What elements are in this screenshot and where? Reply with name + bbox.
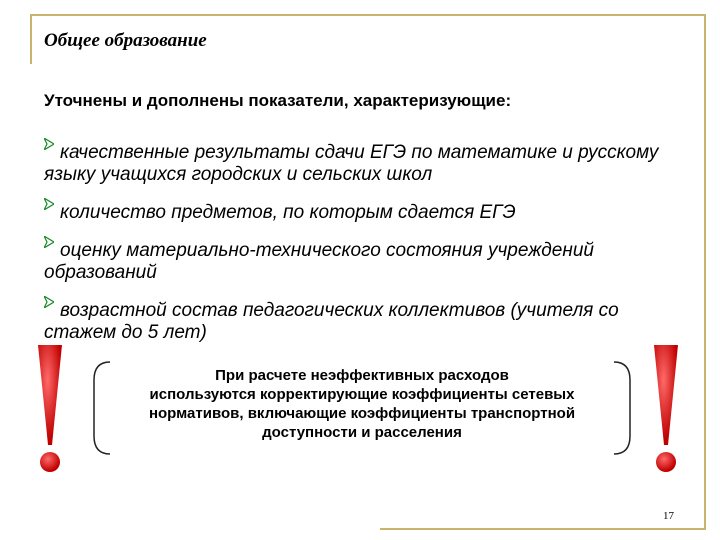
bullet-item (44, 300, 694, 344)
bullet-text: оценку материально-технического состояния учреждений образований (44, 240, 594, 283)
bullet-item (44, 202, 694, 224)
callout-line: используются корректирующие коэффициенты сетевых (149, 386, 575, 403)
bullet-text: качественные результаты сдачи ЕГЭ по математике и русскому языку учащихся городских и сельских школ (44, 142, 659, 185)
bullet-text: количество предметов, по которым сдается ЕГЭ (60, 202, 516, 223)
callout-box (88, 360, 636, 456)
arrow-bullet-icon (44, 306, 54, 316)
page-number: 17 (663, 510, 674, 522)
callout-line: нормативов, включающие коэффициенты транспортной (148, 405, 576, 422)
bullet-list (44, 142, 694, 360)
bullet-item (44, 240, 694, 284)
callout-line: При расчете неэффективных расходов (215, 367, 509, 384)
exclamation-icon (34, 345, 66, 480)
callout-line: доступности и расселения (262, 424, 462, 441)
callout-text (88, 366, 636, 442)
page-title: Общее образование (44, 30, 207, 51)
subtitle: Уточнены и дополнены показатели, характеризующие: (44, 91, 512, 110)
frame-right-border (704, 14, 706, 530)
arrow-bullet-icon (44, 148, 54, 158)
arrow-bullet-icon (44, 246, 54, 256)
exclamation-icon (650, 345, 682, 480)
bullet-item (44, 142, 694, 186)
frame-top-border (30, 14, 706, 16)
arrow-bullet-icon (44, 208, 54, 218)
frame-left-border (30, 14, 32, 64)
frame-bottom-border (380, 528, 706, 530)
bullet-text: возрастной состав педагогических коллективов (учителя со стажем до 5 лет) (44, 300, 619, 343)
